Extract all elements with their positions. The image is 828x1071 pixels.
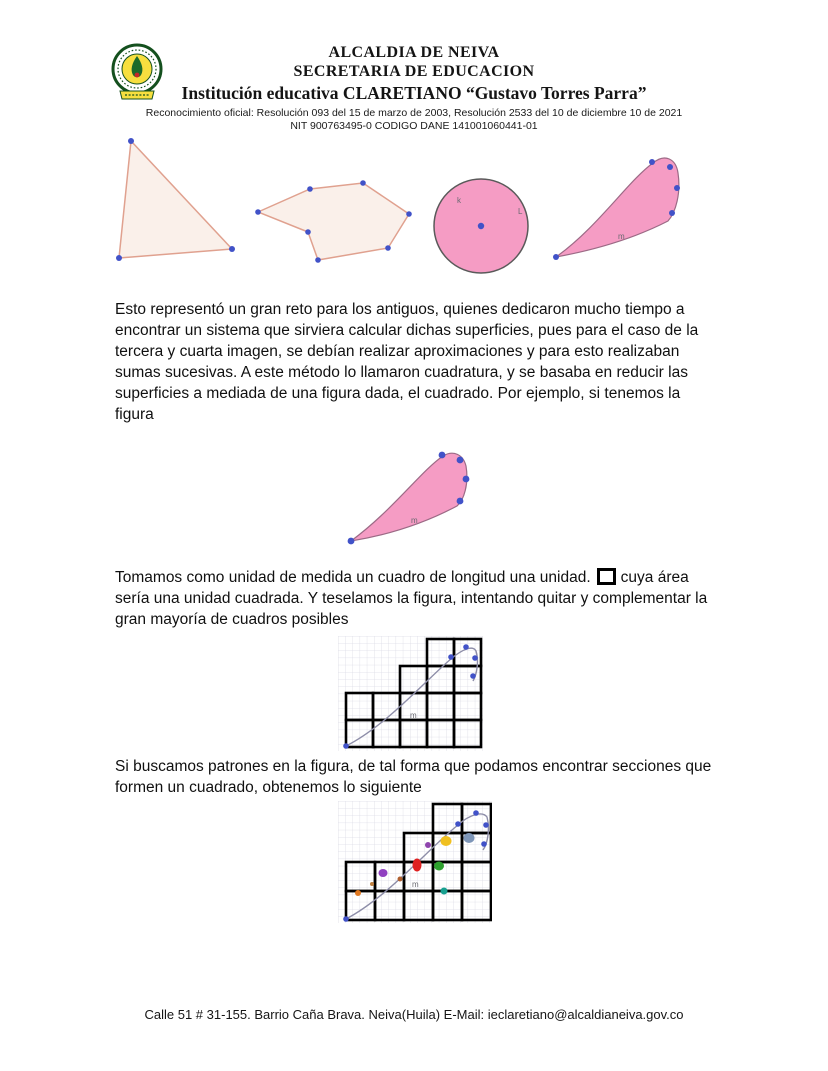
vertex-dot (315, 257, 321, 263)
curve-point-dot (463, 644, 469, 650)
purple-small-mark (425, 842, 431, 848)
vertex-dot (348, 538, 355, 545)
brown-mark (398, 877, 403, 882)
triangle-figure (116, 138, 235, 261)
polygon-figure (255, 180, 412, 263)
vertex-dot (463, 476, 470, 483)
school-crest-logo (108, 42, 166, 104)
vertex-dot (553, 254, 559, 260)
paragraph2-before-square: Tomamos como unidad de medida un cuadro de longitud una unidad. (115, 569, 591, 586)
vertex-dot (229, 246, 235, 252)
header-title-alcaldia: ALCALDIA DE NEIVA (328, 44, 500, 61)
vertex-dot (457, 498, 464, 505)
vertex-dot (406, 211, 412, 217)
vertex-dot (255, 209, 261, 215)
teardrop-large-figure (343, 448, 473, 548)
curve-point-dot (343, 743, 349, 749)
curve-point-dot (483, 822, 489, 828)
vertex-dot (649, 159, 655, 165)
vertex-dot (457, 457, 464, 464)
header-institution-name: Institución educativa CLARETIANO “Gustavo Torres Parra” (181, 83, 647, 103)
tan-mark (370, 882, 374, 886)
teardrop-large-label-m: m (411, 516, 418, 525)
paragraph2-after-square: cuya área sería una unidad cuadrada. Y teselamos la figura, intentando quitar y complementar la gran mayoría de cuadros posibles (115, 569, 708, 628)
teal-mark (441, 888, 448, 895)
circle-label-L: L (518, 207, 523, 216)
curve-point-dot (448, 654, 454, 660)
document-header (0, 44, 828, 132)
circle-figure (434, 179, 528, 273)
vertex-dot (128, 138, 134, 144)
geometry-figures-row (112, 133, 712, 278)
yellow-mark (441, 836, 452, 846)
vertex-dot (439, 452, 446, 459)
red-mark (413, 859, 422, 872)
header-recognition-text: Reconocimiento oficial: Resolución 093 del 15 de marzo de 2003, Resolución 2533 del 10 de diciembre 10 de 2021 (145, 107, 683, 119)
vertex-dot (669, 210, 675, 216)
orange-mark (355, 890, 361, 896)
patterns-paragraph: Si buscamos patrones en la figura, de tal forma que podamos encontrar secciones que formen un cuadrado, obtenemos lo siguiente (115, 758, 712, 796)
blue-mark (464, 833, 475, 843)
curve-point-dot (473, 810, 479, 816)
vertex-dot (307, 186, 313, 192)
grid2-label-m: m (412, 880, 419, 889)
violet-mark (379, 869, 388, 877)
patterns-grid-figure (338, 801, 492, 923)
circle-label-k: k (457, 196, 461, 205)
vertex-dot (674, 185, 680, 191)
curve-point-dot (343, 916, 349, 922)
teardrop-label-m: m (618, 232, 625, 241)
vertex-dot (385, 245, 391, 251)
vertex-dot (305, 229, 311, 235)
green-mark (434, 862, 444, 871)
center-point-dot (478, 223, 484, 229)
curve-point-dot (481, 841, 487, 847)
vertex-dot (667, 164, 673, 170)
vertex-dot (360, 180, 366, 186)
unit-square-icon (597, 568, 616, 585)
grid1-label-m: m (410, 711, 417, 720)
header-title-secretaria: SECRETARIA DE EDUCACION (293, 63, 535, 80)
teardrop-figure (553, 158, 680, 260)
unit-square-paragraph (115, 567, 727, 630)
header-nit-line: NIT 900763495-0 CODIGO DANE 141001060441-01 (290, 120, 538, 132)
curve-point-dot (455, 821, 461, 827)
vertex-dot (116, 255, 122, 261)
footer-address: Calle 51 # 31-155. Barrio Caña Brava. Neiva(Huila) E-Mail: ieclaretiano@alcaldianeiva.gov.co (144, 1007, 684, 1022)
intro-paragraph: Esto representó un gran reto para los antiguos, quienes dedicaron mucho tiempo a encontrar un sistema que sirviera calcular dichas superficies, pues para el caso de la tercera y cuarta imagen, se debían realizar aproximaciones y para esto realizaban sumas sucesivas. A este método lo llamaron cuadratura, y se basaba en reducir las superficies a mediada de una figura dada, el cuadrado. Por ejemplo, si tenemos la figura (115, 301, 699, 423)
tessellation-grid-figure (338, 636, 483, 751)
curve-point-dot (472, 655, 478, 661)
curve-point-dot (470, 673, 476, 679)
